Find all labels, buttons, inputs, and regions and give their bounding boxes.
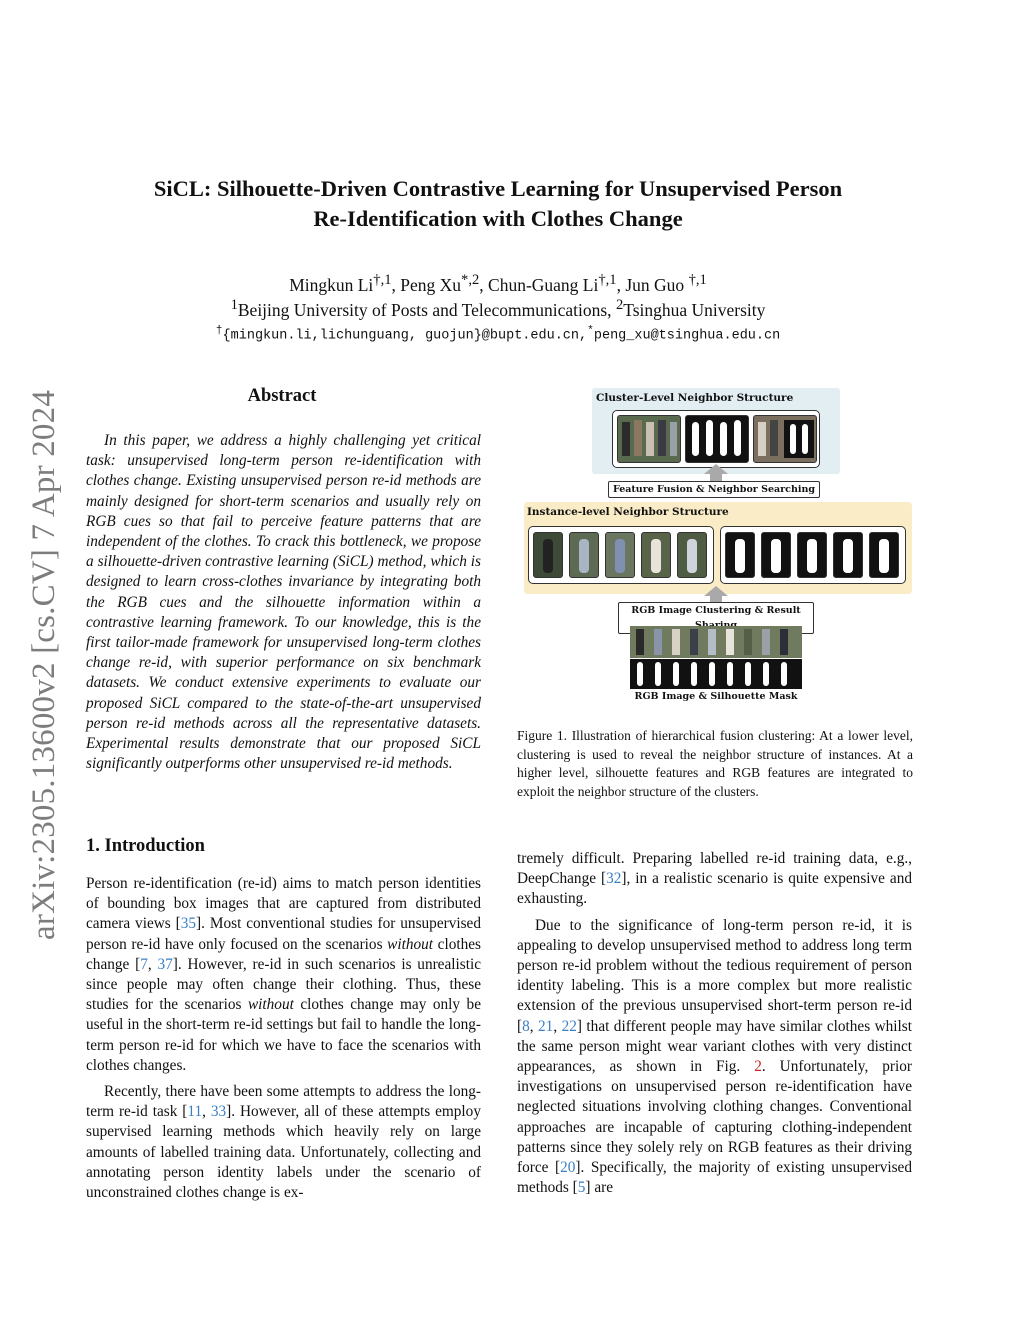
intro-paragraph-1: Person re-identification (re-id) aims to match person identities of bounding box images that are captured from distributed camera views [35]. Most conventional studies for unsupervised person re-id have only focused on the scenarios without clothes change [7, 37]. However, re-id in such scenarios is unrealistic since people may often change their clothing. Thus, these studies for the scenarios without clothes change may only be useful in the short-term re-id settings but fail to handle the long-term person re-id for which we have to face the scenarios with clothes changes. bbox=[86, 875, 482, 1074]
cluster-level-panel bbox=[592, 388, 840, 474]
cluster-image-silhouette bbox=[685, 415, 749, 463]
instance-group-silhouette bbox=[720, 526, 906, 584]
citation-5[interactable]: 5 bbox=[577, 1179, 586, 1197]
intro-paragraph-2-continued: tremely difficult. Preparing labelled re-id training data, e.g., DeepChange [32], in a realistic scenario is quite expensive and exhausting. bbox=[517, 850, 913, 908]
email-star: * bbox=[587, 325, 594, 337]
abstract-heading: Abstract bbox=[247, 386, 317, 406]
instance-sil-4 bbox=[833, 532, 863, 578]
author-4: Jun Guo bbox=[625, 274, 685, 295]
email-dagger: † bbox=[215, 325, 223, 337]
intro-right-column bbox=[517, 849, 912, 1204]
instance-rgb-5 bbox=[677, 532, 707, 578]
instance-rgb-3 bbox=[605, 532, 635, 578]
cluster-group bbox=[612, 410, 820, 468]
section-1-heading: 1. Introduction bbox=[86, 836, 205, 856]
author-4-sup: †,1 bbox=[688, 272, 707, 288]
figure-2-ref[interactable]: 2 bbox=[754, 1058, 762, 1076]
arrow-up-top-icon bbox=[704, 464, 728, 474]
arxiv-identifier: arXiv:2305.13600v2 [cs.CV] 7 Apr 2024 bbox=[26, 389, 62, 940]
cluster-level-label: Cluster-Level Neighbor Structure bbox=[596, 392, 794, 404]
instance-rgb-4 bbox=[641, 532, 671, 578]
author-emails bbox=[100, 321, 896, 347]
input-label: RGB Image & Silhouette Mask bbox=[634, 691, 798, 702]
citation-35[interactable]: 35 bbox=[180, 915, 197, 933]
citation-37[interactable]: 37 bbox=[157, 955, 173, 973]
input-rgb-strip bbox=[630, 626, 802, 658]
intro-paragraph-3: Due to the significance of long-term person re-id, it is appealing to develop unsupervised method to address long term person re-id problem without the tedious requirement of person identity labeling. This is a more complex but more realistic extension of the previous unsupervised short-term person re-id [8, 21, 22] that different people may have similar clothes whilst the same person might wear variant clothes with very distinct appearances, as shown in Fig. 2. Unfortunately, prior investigations on unsupervised person re-identification have neglected situations involving clothing changes. Conventional approaches are incapable of capturing clothing-independent patterns since they solely rely on RGB features as their driving force [20]. Specifically, the majority of existing unsupervised methods [5] are bbox=[517, 916, 912, 1197]
citation-20[interactable]: 20 bbox=[560, 1159, 576, 1177]
citation-22[interactable]: 22 bbox=[561, 1017, 577, 1035]
arrow-up-bottom-icon bbox=[704, 586, 728, 596]
fusion-step-label: Feature Fusion & Neighbor Searching bbox=[608, 481, 820, 498]
affil-2-sup: 2 bbox=[615, 297, 624, 313]
cluster-image-rgb bbox=[617, 415, 681, 463]
figure-1 bbox=[518, 386, 912, 706]
instance-level-label: Instance-level Neighbor Structure bbox=[527, 506, 729, 518]
affiliation-2: Tsinghua University bbox=[623, 299, 766, 320]
figure-1-caption: Figure 1. Illustration of hierarchical fusion clustering: At a lower level, clustering is used to reveal the neighbor structure of instances. At a higher level, silhouette features and RGB features are integrated to exploit the neighbor structure of the clusters. bbox=[517, 728, 913, 799]
instance-rgb-1 bbox=[533, 532, 563, 578]
instance-sil-1 bbox=[725, 532, 755, 578]
title-line-1: SiCL: Silhouette-Driven Contrastive Learning for Unsupervised Person bbox=[153, 176, 843, 201]
instance-level-panel bbox=[524, 502, 912, 594]
author-list: Mingkun $Li^{\dagger,1}$, Peng $Xu^{*,2}$, Chun-Guang $Li^{\dagger,1}$, Jun Guo $^{\dagger,1}$ bbox=[289, 272, 707, 295]
citation-33[interactable]: 33 bbox=[210, 1103, 227, 1121]
citation-11[interactable]: 11 bbox=[187, 1103, 203, 1121]
citation-8[interactable]: 8 bbox=[522, 1017, 530, 1035]
abstract-text: In this paper, we address a highly challenging yet critical task: unsupervised long-term person re-identification with clothes change. Existing unsupervised person re-id methods are mainly designed for short-term scenarios and usually rely on RGB cues so that fail to perceive feature patterns that are independent of the clothes. To crack this bottleneck, we propose a silhouette-driven contrastive learning (SiCL) method, which is designed to learn cross-clothes invariance by integrating both the RGB cues and the silhouette information within a contrastive learning framework. To our knowledge, this is the first tailor-made framework for unsupervised long-term clothes change re-id, with superior performance on six benchmark datasets. We conduct extensive experiments to evaluate our proposed SiCL compared to the state-of-the-art unsupervised person re-id methods across all the representative datasets. Experimental results demonstrate that our proposed SiCL significantly outperforms other unsupervised re-id methods. bbox=[86, 432, 481, 773]
author-2-sup: *,2 bbox=[461, 272, 480, 288]
citation-7[interactable]: 7 bbox=[140, 955, 148, 973]
author-1: Mingkun Li bbox=[289, 274, 374, 295]
instance-sil-5 bbox=[869, 532, 899, 578]
paper-title bbox=[100, 174, 896, 234]
instance-rgb-2 bbox=[569, 532, 599, 578]
intro-paragraph-2: Recently, there have been some attempts to address the long-term re-id task [11, 33]. However, all of these attempts employ supervised learning methods which heavily rely on large amounts of labelled training data. Unfortunately, collecting and annotating person identity labels under the scenario of unconstrained clothes change is ex- bbox=[86, 1083, 481, 1202]
clustering-step-label: RGB Image Clustering & Result bbox=[618, 602, 814, 634]
citation-32[interactable]: 32 bbox=[606, 870, 622, 888]
instance-sil-2 bbox=[761, 532, 791, 578]
author-3: Chun-Guang Li bbox=[488, 274, 599, 295]
citation-21[interactable]: 21 bbox=[538, 1017, 554, 1035]
title-line-2: Re-Identification with Clothes Change bbox=[313, 206, 683, 231]
author-2: Peng Xu bbox=[400, 274, 462, 295]
input-silhouette-strip bbox=[630, 659, 802, 689]
author-1-sup: †,1 bbox=[373, 272, 392, 288]
instance-group-rgb bbox=[528, 526, 714, 584]
cluster-image-mixed bbox=[753, 415, 817, 463]
email-list-2: peng_xu@tsinghua.edu.cn bbox=[593, 328, 781, 344]
affil-1-sup: 1 bbox=[230, 297, 238, 313]
affiliations bbox=[100, 293, 896, 322]
email-list-1: {mingkun.li,lichunguang, guojun}@bupt.edu.cn, bbox=[222, 328, 588, 344]
intro-left-column bbox=[86, 874, 481, 1209]
author-3-sup: †,1 bbox=[598, 272, 617, 288]
instance-sil-3 bbox=[797, 532, 827, 578]
affiliation-1: Beijing University of Posts and Telecommunications, bbox=[237, 299, 616, 320]
